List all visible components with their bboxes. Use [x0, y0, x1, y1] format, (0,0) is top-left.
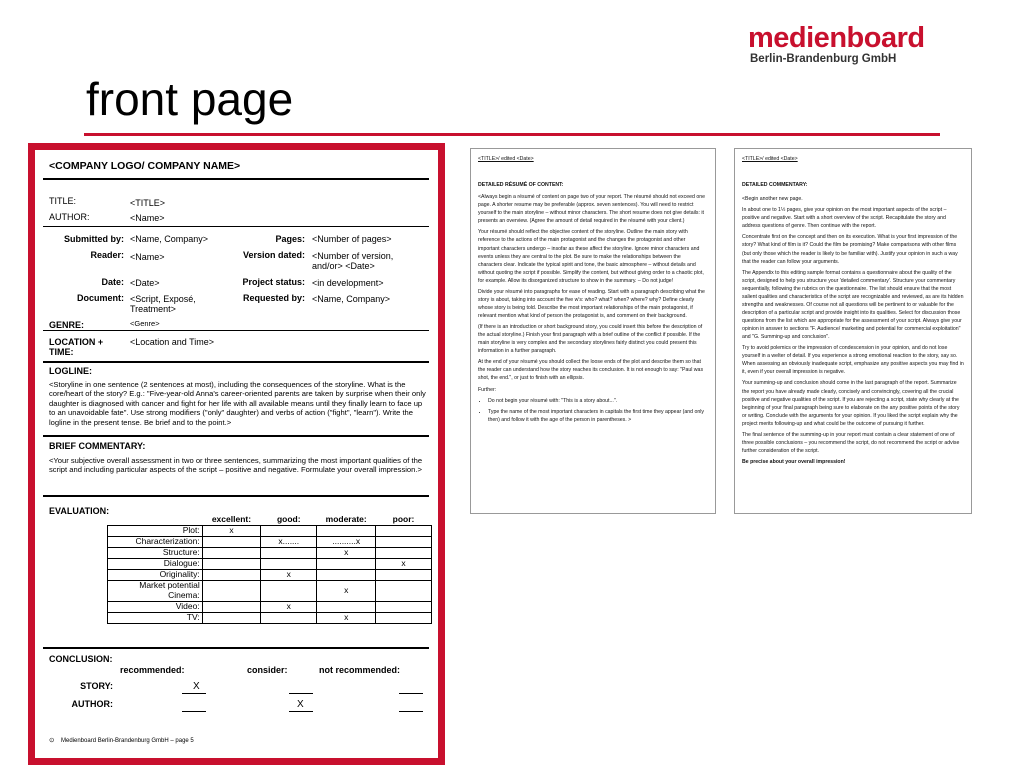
project-status-label: Project status:	[242, 277, 305, 287]
pages-label: Pages:	[275, 234, 305, 244]
eval-cell: x	[317, 548, 376, 559]
eval-row-label: Dialogue:	[108, 559, 203, 570]
eval-cell: x	[202, 526, 260, 537]
eval-col-excellent: excellent:	[211, 514, 252, 525]
version-label: Version dated:	[242, 250, 305, 260]
eval-cell	[376, 548, 432, 559]
page2-bullet: • Type the name of the most important characters in capitals the first time they appear (and only then) and follow it with the age of the person in parentheses. >	[488, 408, 706, 424]
eval-header-blank	[108, 515, 203, 526]
location-label: LOCATION + TIME:	[49, 337, 104, 358]
reader-label: Reader:	[90, 250, 124, 260]
eval-cell: x.......	[261, 537, 317, 548]
divider	[43, 178, 429, 180]
eval-cell: x	[261, 602, 317, 613]
location-value: <Location and Time>	[130, 337, 215, 347]
page2-heading: DETAILED RÉSUMÉ OF CONTENT:	[478, 182, 564, 189]
eval-cell	[202, 581, 260, 602]
submitted-by-label: Submitted by:	[64, 234, 124, 244]
logline-heading: LOGLINE:	[49, 366, 92, 376]
page3-header: <TITLE>/ edited <Date>	[742, 156, 798, 162]
page2-paragraph: Your résumé should reflect the objective content of the storyline. Outline the main story with reference to the actions of the main protagonist and the changes the protagonist and other important characters undergo – insofar as these affect the storyline. Ignore minor characters and events unless they are central to the plot. Be sure to make the relationships between the characters clear. Indicate the typical spirit and tone, the basic atmosphere – without details and without quoting the script if possible. Simplify the content, but without giving order to a chaotic plot, for example. Allow its disorganized structure to show in the summary. – Do not judge!	[478, 229, 704, 284]
eval-col-good: good:	[276, 514, 301, 525]
eval-cell	[261, 581, 317, 602]
divider	[43, 330, 429, 331]
divider	[43, 361, 429, 363]
conclusion-heading: CONCLUSION:	[49, 654, 113, 664]
not-recommended-label: not recommended:	[319, 665, 401, 675]
eval-cell	[376, 526, 432, 537]
eval-cell	[376, 602, 432, 613]
page3-paragraph: Your summing-up and conclusion should come in the last paragraph of the report. Summarize the report you have already made clearly, concisely and convincingly, covering all the crucial positive and negative qualities of the script. If you are rejecting a script, state why clearly at the beginning of your final paragraph being sure to elaborate on the any positive points of the story or writing. Conclude with the arguments for your opinion. If you liked the script explain why the project merits following-up and what could be the outcome of pursuing it further.	[742, 380, 960, 427]
eval-cell	[202, 613, 260, 624]
logo-subtitle: Berlin-Brandenburg GmbH	[750, 53, 897, 65]
page2-paragraph: (If there is an introduction or short background story, you could insert this before the description of the actual storyline.) Finish your first paragraph with a brief outline of the conflict if possible. If the main storyline is very complex and the secondary storylines fairly distinct you could present this information in a further paragraph.	[478, 324, 703, 355]
eval-cell	[376, 537, 432, 548]
eval-cell	[261, 526, 317, 537]
resume-page-text	[478, 155, 706, 427]
eval-row	[108, 559, 432, 570]
eval-cell	[202, 548, 260, 559]
eval-cell	[376, 581, 432, 602]
eval-cell	[261, 548, 317, 559]
document-value: <Script, Exposé, Treatment>	[130, 294, 196, 315]
project-status-value: <in development>	[312, 278, 384, 288]
eval-col-poor: poor:	[392, 514, 415, 525]
eval-row	[108, 548, 432, 559]
eval-row	[108, 526, 432, 537]
page3-paragraph: Be precise about your overall impression!	[742, 459, 846, 465]
eval-row-label: Market potential Cinema:	[108, 581, 203, 602]
evaluation-heading: EVALUATION:	[49, 506, 110, 516]
front-page-form	[41, 156, 432, 752]
company-name: <COMPANY LOGO/ COMPANY NAME>	[49, 160, 241, 172]
requested-by-value: <Name, Company>	[312, 294, 391, 304]
resume-page	[470, 148, 716, 514]
title-label: TITLE:	[49, 196, 77, 206]
requested-by-label: Requested by:	[242, 293, 305, 303]
eval-row	[108, 581, 432, 602]
date-label: Date:	[101, 277, 124, 287]
footer-icon: ⊙	[49, 737, 55, 744]
divider	[43, 435, 429, 437]
commentary-page-text	[742, 155, 964, 469]
eval-cell	[202, 602, 260, 613]
author-row-label: AUTHOR:	[71, 699, 113, 709]
eval-cell	[317, 602, 376, 613]
divider	[43, 647, 429, 649]
title-value: <TITLE>	[130, 198, 166, 208]
page2-bullet: • Do not begin your résumé with: "This is a story about...".	[488, 397, 706, 405]
eval-cell	[202, 570, 260, 581]
divider	[43, 495, 429, 497]
eval-row-label: TV:	[108, 613, 203, 624]
story-consider-line	[289, 693, 313, 694]
eval-cell: ..........x	[317, 537, 376, 548]
eval-cell	[317, 526, 376, 537]
document-label: Document:	[77, 293, 124, 303]
eval-cell	[202, 537, 260, 548]
eval-cell	[317, 570, 376, 581]
story-label: STORY:	[80, 681, 113, 691]
eval-col-moderate: moderate:	[325, 514, 367, 525]
title-divider	[84, 133, 940, 136]
author-recommended-line	[182, 711, 206, 712]
eval-cell	[376, 570, 432, 581]
commentary-page	[734, 148, 972, 514]
recommended-label: recommended:	[120, 665, 185, 675]
commentary-heading: BRIEF COMMENTARY:	[49, 441, 146, 451]
page3-paragraph: Concentrate first on the concept and then on its execution. What is your first impression of the story? What kind of film is it? Could the film be promising? Make comparisons with other films (but only those which the reader is likely to be familiar with). Justify your opinion in such a way that the reader can follow your arguments.	[742, 234, 958, 265]
eval-row	[108, 537, 432, 548]
page3-paragraph: <Begin another new page.	[742, 196, 803, 203]
page3-paragraph: In about one to 1½ pages, give your opinion on the most important aspects of the script – positive and negative. Start with a short overview of the script. Recapitulate the story and address questions of genre. Then continue with the report.	[742, 207, 947, 230]
eval-cell: x	[261, 570, 317, 581]
eval-row-label: Structure:	[108, 548, 203, 559]
commentary-text: <Your subjective overall assessment in two or three sentences, summarizing the most important qualities of the script and including particular aspects of the script – positive and negative. Formulate your overall impression.>	[49, 456, 423, 475]
eval-row	[108, 602, 432, 613]
eval-row	[108, 570, 432, 581]
divider	[43, 226, 429, 227]
eval-cell	[376, 613, 432, 624]
eval-cell	[202, 559, 260, 570]
page2-paragraph: Divide your résumé into paragraphs for ease of reading. Start with a paragraph describing what the story is about, taking into account the five w's: who? what? when? where? why? Define clearly whose story is being told. Describe the most important relationships of the main protagonist, if relevant mention what kind of person the protagonist is, and comment on their background.	[478, 288, 705, 319]
author-consider-line	[289, 711, 313, 712]
page2-further: Further:	[478, 386, 497, 393]
story-recommended-mark: X	[193, 681, 200, 692]
page2-paragraph: <Always begin a résumé of content on page two of your report. The résumé should not exceed one page. A shorter resume may be preferable (approx. seven sentences). You will need to restrict yourself to the main storyline – without minor characters. The short resume does not give details: it presents an overview. (Agree the amount of detail required in the résumé with your client.)	[478, 194, 705, 225]
eval-row	[108, 613, 432, 624]
genre-label: GENRE:	[49, 320, 85, 330]
medienboard-logo: medienboard	[748, 22, 925, 54]
eval-cell	[317, 559, 376, 570]
story-recommended-line	[182, 693, 206, 694]
consider-label: consider:	[247, 665, 288, 675]
author-consider-mark: X	[297, 699, 304, 710]
date-value: <Date>	[130, 278, 160, 288]
pages-value: <Number of pages>	[312, 234, 392, 244]
eval-cell: x	[376, 559, 432, 570]
eval-row-label: Video:	[108, 602, 203, 613]
eval-cell: x	[317, 581, 376, 602]
eval-cell: x	[317, 613, 376, 624]
page2-paragraph: At the end of your résumé you should collect the loose ends of the plot and describe them so that the reader can understand how the story reaches its conclusion. It is not enough to say: "Paul was shot, the end.", or just to finish with an ellipsis.	[478, 359, 704, 382]
eval-cell	[261, 559, 317, 570]
eval-row-label: Plot:	[108, 526, 203, 537]
version-value: <Number of version, and/or> <Date>	[312, 251, 394, 272]
author-label: AUTHOR:	[49, 212, 90, 222]
eval-row-label: Characterization:	[108, 537, 203, 548]
page2-header: <TITLE>/ edited <Date>	[478, 156, 534, 162]
page3-paragraph: The Appendix to this editing sample format contains a questionnaire about the quality of the script, designed to help you structure your 'detailed commentary'. Structure your commentary sequentially, following the rubrics on the questionnaire. The list should ensure that the most salient qualities and characteristics of the script are recognizable and reviewed, as are its hidden strengths and weaknesses. Of course not all questions will be pertinent to or valuable for the description of a particular script and provide insight into its qualities. Select for discussion those questions from the list which are appropriate for the assessment of your script. Always give your opinion in answer to sections "F. Audience/ marketing and potential for commercial exploitation" and "G. Summing-up and conclusion".	[742, 269, 964, 341]
page3-paragraph: Try to avoid polemics or the impression of condescension in your opinion, and do not lose yourself in a welter of detail. If you experience a strong emotional reaction to the story, say so. When assessing an obviously inadequate script, emphasize any positive aspects you may find in it, even if your overall impression is negative.	[742, 345, 964, 376]
evaluation-table	[107, 515, 432, 624]
eval-cell	[261, 613, 317, 624]
submitted-by-value: <Name, Company>	[130, 234, 209, 244]
genre-value: <Genre>	[130, 319, 160, 328]
page-footer: Medienboard Berlin-Brandenburg GmbH – page 5	[61, 738, 194, 744]
author-value: <Name>	[130, 213, 165, 223]
author-not-recommended-line	[399, 711, 423, 712]
front-page-frame	[28, 143, 445, 765]
page3-paragraph: The final sentence of the summing-up in your report must contain a clear statement of one of three possible conclusions – you recommend the script, do not recommend the script or advise further consideration of the script.	[742, 431, 960, 454]
reader-value: <Name>	[130, 252, 165, 262]
story-not-recommended-line	[399, 693, 423, 694]
slide-title: front page	[86, 73, 294, 125]
page3-heading: DETAILED COMMENTARY:	[742, 182, 808, 189]
logline-text: <Storyline in one sentence (2 sentences at most), including the consequences of the storyline. What is the core/heart of the story? E.g.: "Five-year-old Anna's career-oriented parents are taken by surprise when their only daughter is diagnosed with cancer and fight for her life with all available means until they finally learn to face up to an unavoidable fate". Use strong modifiers ("only" daughter) and verbs of action ("fight", "learn"). Write the logline in the present tense. Be brief and to the point.>	[49, 380, 426, 427]
eval-row-label: Originality:	[108, 570, 203, 581]
